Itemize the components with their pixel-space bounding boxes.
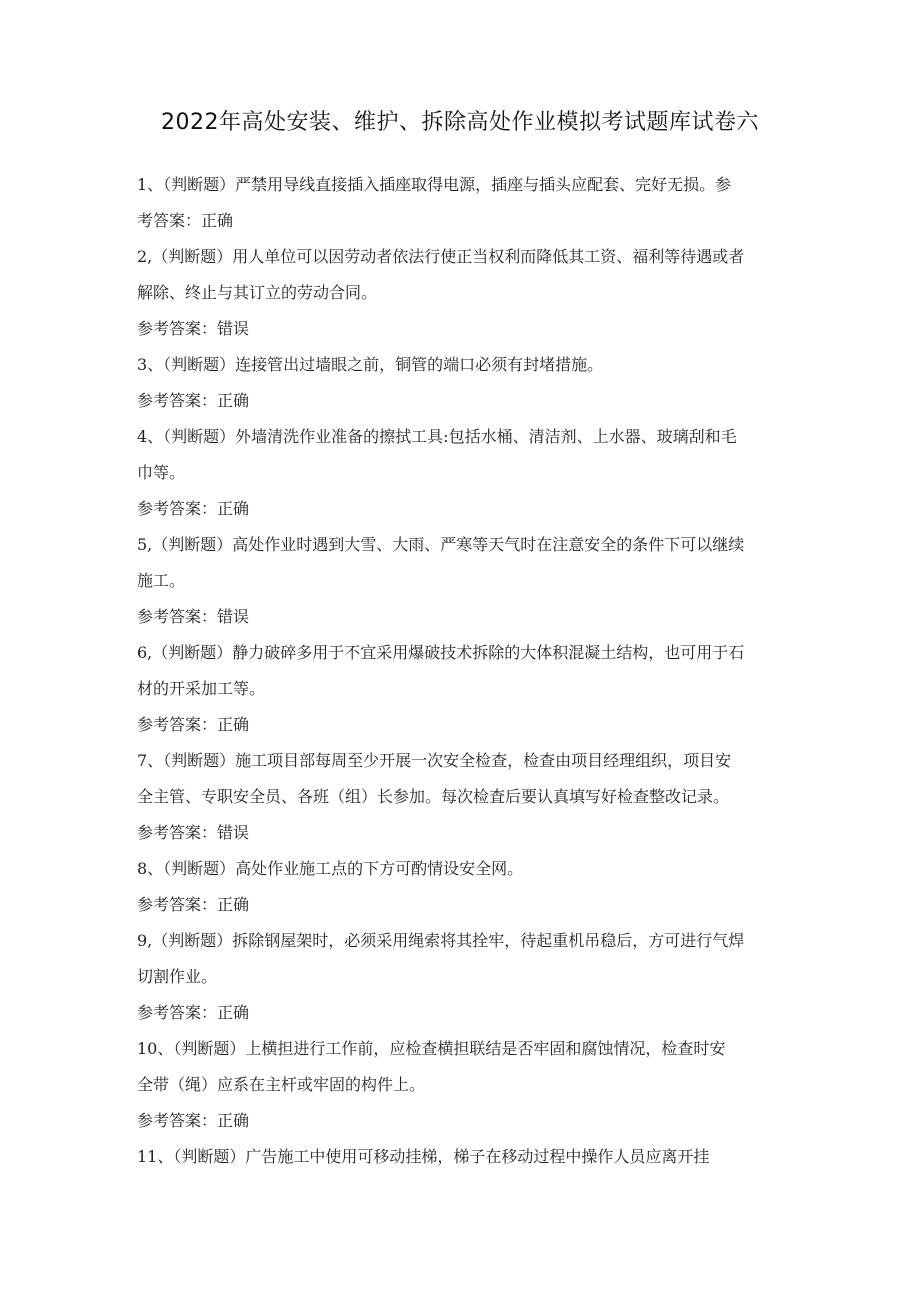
text-line: 7、（判断题）施工项目部每周至少开展一次安全检查，检查由项目经理组织，项目安 — [137, 751, 732, 770]
text-line: 施工。 — [137, 571, 186, 590]
text-line: 4、（判断题）外墙清洗作业准备的擦拭工具:包括水桶、清洁剂、上水器、玻璃刮和毛 — [137, 427, 737, 446]
answer-line: 参考答案：正确 — [137, 1003, 250, 1022]
answer-line: 参考答案：错误 — [137, 607, 250, 626]
text-line: 材的开采加工等。 — [137, 679, 266, 698]
text-line: 切割作业。 — [137, 967, 218, 986]
text-line: 8、（判断题）高处作业施工点的下方可酌情设安全网。 — [137, 859, 524, 878]
text-line: 1、（判断题）严禁用导线直接插入插座取得电源，插座与插头应配套、完好无损。参 — [137, 175, 732, 194]
question-list — [137, 167, 787, 1175]
answer-line: 参考答案：错误 — [137, 823, 250, 842]
answer-line: 参考答案：正确 — [137, 499, 250, 518]
text-line: 6,（判断题）静力破碎多用于不宜采用爆破技术拆除的大体积混凝土结构，也可用于石 — [137, 643, 745, 662]
answer-line: 参考答案：错误 — [137, 319, 250, 338]
text-line: 10、（判断题）上横担进行工作前，应检查横担联结是否牢固和腐蚀情况，检查时安 — [137, 1039, 726, 1058]
text-line: 2,（判断题）用人单位可以因劳动者依法行使正当权利而降低其工资、福利等待遇或者 — [137, 247, 745, 266]
text-line: 11、（判断题）广告施工中使用可移动挂梯，梯子在移动过程中操作人员应离开挂 — [137, 1147, 710, 1166]
document-title: 2022年高处安装、维护、拆除高处作业模拟考试题库试卷六 — [161, 110, 759, 135]
answer-line: 参考答案：正确 — [137, 895, 250, 914]
text-line: 全主管、专职安全员、各班（组）长参加。每次检査后要认真填写好检查整改记录。 — [137, 787, 730, 806]
answer-line: 参考答案：正确 — [137, 1111, 250, 1130]
answer-line: 参考答案：正确 — [137, 391, 250, 410]
text-line: 考答案：正确 — [137, 211, 234, 230]
text-line: 9,（判断题）拆除钢屋架时，必须采用绳索将其拴牢，待起重机吊稳后，方可进行气焊 — [137, 931, 745, 950]
text-line: 全带（绳）应系在主杆或牢固的构件上。 — [137, 1075, 426, 1094]
text-line: 5,（判断题）高处作业时遇到大雪、大雨、严寒等天气时在注意安全的条件下可以继续 — [137, 535, 745, 554]
answer-line: 参考答案：正确 — [137, 715, 250, 734]
text-line: 3、（判断题）连接管出过墙眼之前，铜管的端口必须有封堵措施。 — [137, 355, 604, 374]
text-line: 巾等。 — [137, 463, 186, 482]
text-line: 解除、终止与其订立的劳动合同。 — [137, 283, 378, 302]
